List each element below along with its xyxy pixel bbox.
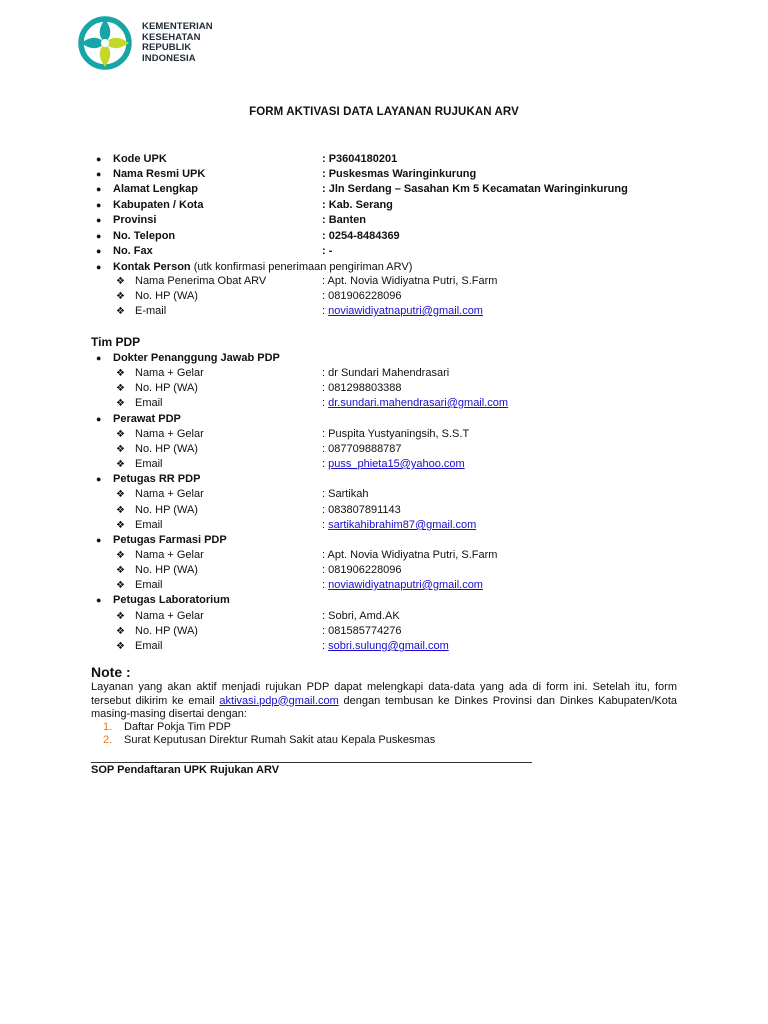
tim-item-row [0,487,768,502]
upk-row [0,167,768,182]
kontak-item-value: Apt. Novia Widiyatna Putri, S.Farm [327,275,498,287]
tim-item-label: Nama + Gelar [135,367,204,379]
tim-item-row [0,457,768,472]
tim-item-value: Sartikah [328,488,369,500]
diamond-bullet-icon: ❖ [116,505,125,516]
upk-row [0,152,768,167]
bullet-icon: ● [96,169,102,179]
separator: : [322,519,329,531]
diamond-bullet-icon: ❖ [116,306,125,317]
upk-label: No. Telepon [113,230,176,242]
bullet-icon: ● [96,246,102,256]
upk-label: No. Fax [113,245,153,257]
tim-item-value: 087709888787 [328,443,402,455]
diamond-bullet-icon: ❖ [116,580,125,591]
diamond-bullet-icon: ❖ [116,368,125,379]
tim-item-value: Apt. Novia Widiyatna Putri, S.Farm [327,549,498,561]
kontak-item [0,304,768,319]
kontak-item-label: No. HP (WA) [135,290,198,302]
upk-value: : Jln Serdang – Sasahan Km 5 Kecamatan Waringinkurung [322,183,628,195]
separator: : [322,458,329,470]
diamond-bullet-icon: ❖ [116,565,125,576]
tim-item-row [0,396,768,411]
tim-email-link[interactable]: sartikahibrahim87@gmail.com [328,519,477,531]
bullet-icon: ● [96,154,102,164]
diamond-bullet-icon: ❖ [116,398,125,409]
kemenkes-emblem-icon [72,14,138,72]
bullet-icon: ● [96,184,102,194]
tim-role-row [0,533,768,548]
kontak-person-row [0,260,768,275]
aktivasi-email-link[interactable]: aktivasi.pdp@gmail.com [219,694,339,707]
tim-item-row [0,548,768,563]
kontak-email-link[interactable]: noviawidiyatnaputri@gmail.com [328,305,483,317]
kontak-label: Kontak Person [113,261,191,273]
tim-item-row [0,427,768,442]
upk-label: Kabupaten / Kota [113,199,204,211]
logo-line: KEMENTERIAN [142,21,213,32]
tim-role-label: Petugas Laboratorium [113,594,230,606]
upk-value: : P3604180201 [322,153,398,165]
separator: : [322,625,329,637]
tim-role-label: Petugas Farmasi PDP [113,534,227,546]
bullet-icon: ● [96,200,102,210]
kontak-label-group [113,260,412,275]
upk-value: : Puskesmas Waringinkurung [322,168,477,180]
tim-item-label: Nama + Gelar [135,549,204,561]
tim-item-row [0,366,768,381]
sop-footer: SOP Pendaftaran UPK Rujukan ARV [91,764,280,776]
kontak-item [0,289,768,304]
upk-row [0,213,768,228]
tim-item-row [0,442,768,457]
tim-item-value: 081298803388 [328,382,402,394]
kontak-item-value: 081906228096 [328,290,402,302]
tim-item-label: Nama + Gelar [135,428,204,440]
diamond-bullet-icon: ❖ [116,626,125,637]
tim-item-value: dr Sundari Mahendrasari [328,367,450,379]
diamond-bullet-icon: ❖ [116,291,125,302]
upk-label: Kode UPK [113,153,167,165]
tim-item-value: 083807891143 [328,504,401,516]
tim-item-row [0,624,768,639]
tim-role-label: Petugas RR PDP [113,473,201,485]
tim-item-label: Email [135,519,163,531]
tim-item-value: 081585774276 [328,625,402,637]
tim-item-value: Sobri, Amd.AK [328,610,400,622]
tim-item-label: Email [135,579,163,591]
separator: : [322,610,329,622]
tim-role-row [0,351,768,366]
bullet-icon: ● [96,231,102,241]
logo-line: KESEHATAN [142,31,201,43]
diamond-bullet-icon: ❖ [116,489,125,500]
tim-item-row [0,609,768,624]
tim-item-label: No. HP (WA) [135,504,198,516]
tim-item-row [0,578,768,593]
bullet-icon: ● [96,595,102,605]
separator: : [322,579,329,591]
separator: : [322,549,328,561]
separator: : [322,290,329,302]
tim-email-link[interactable]: noviawidiyatnaputri@gmail.com [328,579,483,591]
separator: : [322,305,329,317]
note-paragraph [91,681,677,722]
diamond-bullet-icon: ❖ [116,550,125,561]
upk-value: : 0254-8484369 [322,230,400,242]
tim-item-row [0,518,768,533]
diamond-bullet-icon: ❖ [116,444,125,455]
tim-item-label: Nama + Gelar [135,610,204,622]
tim-item-row [0,503,768,518]
separator: : [322,488,329,500]
separator: : [322,504,329,516]
tim-email-link[interactable]: sobri.sulung@gmail.com [328,640,449,652]
logo-line: REPUBLIK [142,42,192,53]
diamond-bullet-icon: ❖ [116,641,125,652]
diamond-bullet-icon: ❖ [116,520,125,531]
note-heading: Note : [91,664,131,680]
diamond-bullet-icon: ❖ [116,276,125,287]
bullet-icon: ● [96,353,102,363]
tim-item-label: No. HP (WA) [135,382,198,394]
bullet-icon: ● [96,215,102,225]
tim-email-link[interactable]: dr.sundari.mahendrasari@gmail.com [328,397,509,409]
tim-item-label: No. HP (WA) [135,443,198,455]
tim-item-label: No. HP (WA) [135,564,198,576]
separator: : [322,382,329,394]
separator: : [322,367,329,379]
list-text: Daftar Pokja Tim PDP [124,721,231,733]
separator: : [322,640,329,652]
logo-text [142,22,213,64]
tim-role-row [0,593,768,608]
tim-pdp-heading: Tim PDP [91,335,141,349]
list-number: 1. [103,721,113,733]
separator: : [322,397,329,409]
note-text: Layanan yang akan aktif menjadi rujukan PDP dapat melengkapi data-data yang ada di form ini. Setelah itu, form tersebut dikirim ke email [91,681,677,707]
tim-email-link[interactable]: puss_phieta15@yahoo.com [328,458,465,470]
tim-item-value: 081906228096 [328,564,402,576]
upk-row [0,198,768,213]
divider [91,762,532,763]
upk-value: : Banten [322,214,366,226]
tim-item-label: Email [135,640,163,652]
separator: : [322,443,329,455]
tim-role-label: Perawat PDP [113,413,181,425]
diamond-bullet-icon: ❖ [116,459,125,470]
bullet-icon: ● [96,474,102,484]
kontak-note: (utk konfirmasi penerimaan pengiriman ARV) [190,261,413,273]
tim-role-label: Dokter Penanggung Jawab PDP [113,352,280,364]
separator: : [322,428,329,440]
bullet-icon: ● [96,414,102,424]
separator: : [322,564,329,576]
bullet-icon: ● [96,535,102,545]
tim-item-row [0,381,768,396]
kontak-item-label: Nama Penerima Obat ARV [135,275,267,287]
upk-row [0,244,768,259]
tim-item-row [0,563,768,578]
form-title: FORM AKTIVASI DATA LAYANAN RUJUKAN ARV [249,106,519,118]
tim-role-row [0,412,768,427]
upk-label: Alamat Lengkap [113,183,198,195]
list-number: 2. [103,734,113,746]
upk-row [0,229,768,244]
diamond-bullet-icon: ❖ [116,383,125,394]
tim-item-value: Puspita Yustyaningsih, S.S.T [328,428,470,440]
upk-value: : Kab. Serang [322,199,393,211]
diamond-bullet-icon: ❖ [116,611,125,622]
tim-role-row [0,472,768,487]
logo-line: INDONESIA [142,52,196,64]
tim-item-row [0,639,768,654]
note-text: dengan tembusan ke Dinkes Provinsi dan Dinkes Kabupaten/Kota masing-masing disertai dengan: [91,694,677,720]
tim-item-label: Email [135,397,163,409]
upk-label: Provinsi [113,214,157,226]
bullet-icon: ● [96,262,102,272]
kontak-item [0,274,768,289]
kemenkes-logo [72,14,222,72]
upk-row [0,182,768,197]
upk-label: Nama Resmi UPK [113,168,206,180]
tim-item-label: No. HP (WA) [135,625,198,637]
separator: : [322,275,328,287]
diamond-bullet-icon: ❖ [116,429,125,440]
note-list-item [0,733,768,748]
tim-item-label: Nama + Gelar [135,488,204,500]
list-text: Surat Keputusan Direktur Rumah Sakit atau Kepala Puskesmas [124,734,436,746]
tim-item-label: Email [135,458,163,470]
upk-value: : - [322,245,333,257]
kontak-item-label: E-mail [135,305,167,317]
